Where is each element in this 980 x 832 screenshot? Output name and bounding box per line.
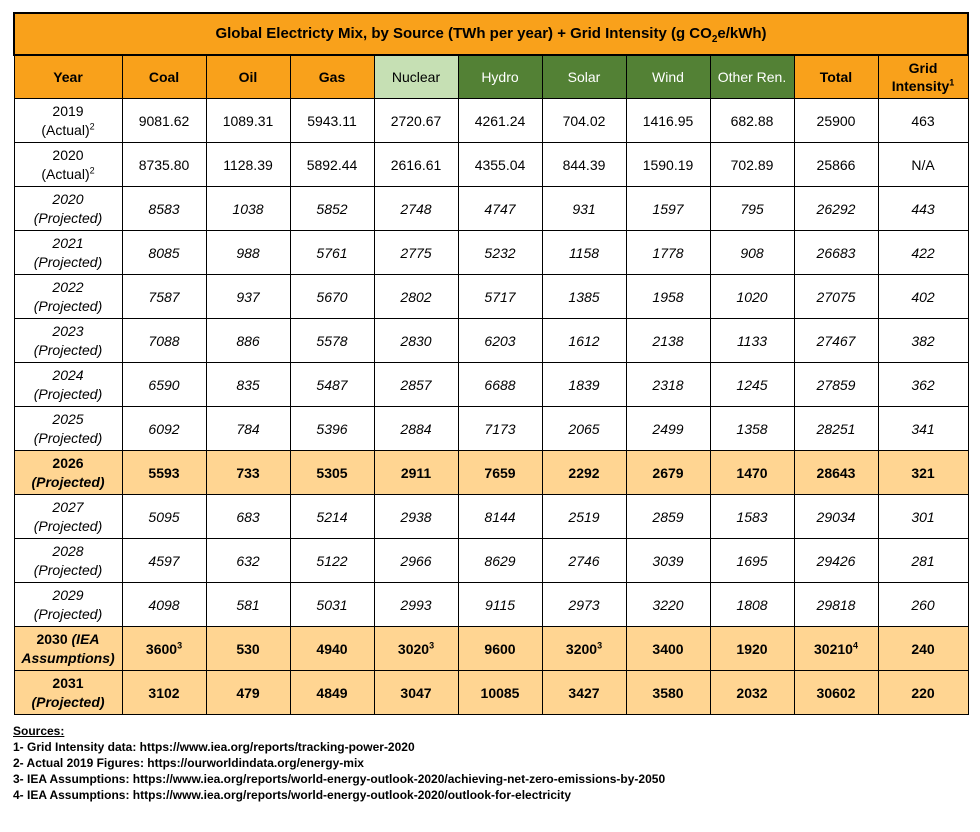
- year-value: 2019: [52, 102, 84, 119]
- cell-total: 28251: [794, 407, 878, 451]
- cell-total: 25866: [794, 143, 878, 187]
- source-item: 3- IEA Assumptions: https://www.iea.org/reports/world-energy-outlook-2020/achieving-net-zero-emissions-by-2050: [13, 772, 666, 786]
- col-header-coal: Coal: [122, 55, 206, 99]
- cell-gas: 5487: [290, 363, 374, 407]
- cell-nuclear: 2911: [374, 451, 458, 495]
- year-value: 2021: [52, 234, 84, 251]
- cell-grid-intensity: 463: [878, 99, 968, 143]
- cell-other-ren: 1020: [710, 275, 794, 319]
- cell-coal: 6590: [122, 363, 206, 407]
- cell-coal: 8583: [122, 187, 206, 231]
- year-label: (Projected): [33, 561, 103, 578]
- cell-coal: 7587: [122, 275, 206, 319]
- cell-oil: 733: [206, 451, 290, 495]
- cell-coal: 3102: [122, 671, 206, 715]
- cell-oil: 530: [206, 627, 290, 671]
- cell-coal: 4597: [122, 539, 206, 583]
- cell-wind: 3580: [626, 671, 710, 715]
- cell-wind: 2859: [626, 495, 710, 539]
- cell-solar: 3200$^3$: [542, 627, 626, 671]
- cell-total: 30602: [794, 671, 878, 715]
- cell-hydro: 7173: [458, 407, 542, 451]
- cell-grid-intensity: 240: [878, 627, 968, 671]
- cell-gas: 5122: [290, 539, 374, 583]
- table-row: [14, 627, 968, 671]
- col-header-nuclear: Nuclear: [374, 55, 458, 99]
- cell-total: 27467: [794, 319, 878, 363]
- cell-gas: 5892.44: [290, 143, 374, 187]
- cell-grid-intensity: 301: [878, 495, 968, 539]
- cell-nuclear: 2993: [374, 583, 458, 627]
- cell-solar: 844.39: [542, 143, 626, 187]
- cell-hydro: 9600: [458, 627, 542, 671]
- year-value: 2031: [52, 674, 84, 691]
- cell-gas: 5943.11: [290, 99, 374, 143]
- cell-gas: 4940: [290, 627, 374, 671]
- cell-coal: 9081.62: [122, 99, 206, 143]
- cell-oil: 479: [206, 671, 290, 715]
- cell-total: 30210$^4$: [794, 627, 878, 671]
- source-item: 1- Grid Intensity data: https://www.iea.org/reports/tracking-power-2020: [13, 740, 415, 754]
- cell-wind: 2679: [626, 451, 710, 495]
- cell-gas: 5396: [290, 407, 374, 451]
- year-label: (Projected): [33, 517, 103, 534]
- cell-solar: 2519: [542, 495, 626, 539]
- cell-total: 27075: [794, 275, 878, 319]
- year-value: 2027: [52, 498, 84, 515]
- cell-coal: 4098: [122, 583, 206, 627]
- cell-solar: 2746: [542, 539, 626, 583]
- cell-hydro: 4355.04: [458, 143, 542, 187]
- cell-solar: 2292: [542, 451, 626, 495]
- table-row: [14, 495, 968, 539]
- cell-nuclear: 2775: [374, 231, 458, 275]
- table-body: [14, 99, 968, 715]
- cell-oil: 632: [206, 539, 290, 583]
- cell-other-ren: 1695: [710, 539, 794, 583]
- table-row: [14, 583, 968, 627]
- cell-nuclear: 2720.67: [374, 99, 458, 143]
- table-row: [14, 319, 968, 363]
- cell-coal: 6092: [122, 407, 206, 451]
- year-cell: [14, 319, 122, 363]
- cell-other-ren: 1583: [710, 495, 794, 539]
- col-header-year: Year: [14, 55, 122, 99]
- col-header-grid-intensity: Grid Intensity$^1$: [878, 55, 968, 99]
- cell-total: 28643: [794, 451, 878, 495]
- cell-total: 27859: [794, 363, 878, 407]
- year-cell: [14, 451, 122, 495]
- year-label: (Projected): [33, 385, 103, 402]
- table-row: [14, 539, 968, 583]
- table-row: [14, 187, 968, 231]
- cell-coal: 7088: [122, 319, 206, 363]
- year-cell: [14, 495, 122, 539]
- cell-other-ren: 795: [710, 187, 794, 231]
- cell-coal: 5095: [122, 495, 206, 539]
- cell-gas: 5578: [290, 319, 374, 363]
- cell-wind: 1416.95: [626, 99, 710, 143]
- year-cell: [14, 231, 122, 275]
- cell-solar: 1158: [542, 231, 626, 275]
- year-cell: [14, 407, 122, 451]
- cell-hydro: 10085: [458, 671, 542, 715]
- cell-wind: 1958: [626, 275, 710, 319]
- col-header-other-ren: Other Ren.: [710, 55, 794, 99]
- cell-gas: 5031: [290, 583, 374, 627]
- year-cell: [14, 363, 122, 407]
- cell-other-ren: 1245: [710, 363, 794, 407]
- year-label: (Projected): [33, 297, 103, 314]
- cell-oil: 886: [206, 319, 290, 363]
- cell-grid-intensity: 321: [878, 451, 968, 495]
- year-value: 2026: [52, 454, 84, 471]
- cell-solar: 1612: [542, 319, 626, 363]
- cell-total: 29426: [794, 539, 878, 583]
- year-label: (Projected): [33, 605, 103, 622]
- cell-wind: 1597: [626, 187, 710, 231]
- cell-grid-intensity: 443: [878, 187, 968, 231]
- cell-hydro: 4261.24: [458, 99, 542, 143]
- year-value: 2025: [52, 410, 84, 427]
- cell-gas: 4849: [290, 671, 374, 715]
- year-value: 2023: [52, 322, 84, 339]
- year-value: 2020: [52, 190, 84, 207]
- cell-oil: 683: [206, 495, 290, 539]
- cell-oil: 1038: [206, 187, 290, 231]
- cell-oil: 937: [206, 275, 290, 319]
- cell-hydro: 8629: [458, 539, 542, 583]
- cell-solar: 2065: [542, 407, 626, 451]
- cell-wind: 2138: [626, 319, 710, 363]
- source-item: 4- IEA Assumptions: https://www.iea.org/reports/world-energy-outlook-2020/outlook-for-electricity: [13, 788, 572, 802]
- cell-nuclear: 2616.61: [374, 143, 458, 187]
- col-header-oil: Oil: [206, 55, 290, 99]
- cell-total: 26292: [794, 187, 878, 231]
- col-header-gas: Gas: [290, 55, 374, 99]
- cell-hydro: 6688: [458, 363, 542, 407]
- year-cell: [14, 539, 122, 583]
- cell-grid-intensity: 422: [878, 231, 968, 275]
- cell-total: 29818: [794, 583, 878, 627]
- year-value: 2020: [52, 146, 84, 163]
- electricity-mix-table: [13, 12, 969, 715]
- cell-hydro: 8144: [458, 495, 542, 539]
- cell-total: 25900: [794, 99, 878, 143]
- cell-nuclear: 2748: [374, 187, 458, 231]
- cell-grid-intensity: 362: [878, 363, 968, 407]
- cell-other-ren: 1470: [710, 451, 794, 495]
- cell-other-ren: 908: [710, 231, 794, 275]
- cell-other-ren: 1808: [710, 583, 794, 627]
- cell-wind: 3039: [626, 539, 710, 583]
- cell-oil: 784: [206, 407, 290, 451]
- cell-nuclear: 2857: [374, 363, 458, 407]
- cell-coal: 5593: [122, 451, 206, 495]
- year-cell: [14, 275, 122, 319]
- table-row: [14, 99, 968, 143]
- year-cell: [14, 99, 122, 143]
- cell-other-ren: 2032: [710, 671, 794, 715]
- year-value: 2024: [52, 366, 84, 383]
- year-cell: [14, 671, 122, 715]
- cell-solar: 3427: [542, 671, 626, 715]
- cell-nuclear: 2802: [374, 275, 458, 319]
- cell-grid-intensity: 281: [878, 539, 968, 583]
- table-row: [14, 363, 968, 407]
- cell-nuclear: 2966: [374, 539, 458, 583]
- cell-other-ren: 1920: [710, 627, 794, 671]
- cell-oil: 581: [206, 583, 290, 627]
- year-label: (Projected): [33, 253, 103, 270]
- cell-gas: 5305: [290, 451, 374, 495]
- cell-hydro: 7659: [458, 451, 542, 495]
- cell-gas: 5761: [290, 231, 374, 275]
- source-item: 2- Actual 2019 Figures: https://ourworldindata.org/energy-mix: [13, 756, 364, 770]
- year-cell: [14, 143, 122, 187]
- cell-solar: 2973: [542, 583, 626, 627]
- col-header-wind: Wind: [626, 55, 710, 99]
- cell-wind: 1778: [626, 231, 710, 275]
- cell-gas: 5214: [290, 495, 374, 539]
- table-row: [14, 451, 968, 495]
- cell-grid-intensity: 341: [878, 407, 968, 451]
- col-header-solar: Solar: [542, 55, 626, 99]
- year-label: (Projected): [33, 209, 103, 226]
- cell-grid-intensity: N/A: [878, 143, 968, 187]
- cell-wind: 2499: [626, 407, 710, 451]
- table-row: [14, 143, 968, 187]
- cell-grid-intensity: 220: [878, 671, 968, 715]
- grid-intensity-label: Grid Intensity: [891, 60, 950, 94]
- cell-total: 26683: [794, 231, 878, 275]
- year-label: (Actual)$^2$: [41, 164, 95, 182]
- table-row: [14, 671, 968, 715]
- cell-solar: 704.02: [542, 99, 626, 143]
- cell-wind: 3400: [626, 627, 710, 671]
- cell-nuclear: 2884: [374, 407, 458, 451]
- col-header-total: Total: [794, 55, 878, 99]
- year-value: 2030 (IEA: [36, 630, 100, 647]
- cell-grid-intensity: 260: [878, 583, 968, 627]
- cell-solar: 931: [542, 187, 626, 231]
- year-label: (Projected): [31, 693, 105, 710]
- year-value: 2029: [52, 586, 84, 603]
- cell-oil: 1089.31: [206, 99, 290, 143]
- cell-hydro: 6203: [458, 319, 542, 363]
- cell-coal: 8735.80: [122, 143, 206, 187]
- cell-oil: 835: [206, 363, 290, 407]
- cell-other-ren: 1358: [710, 407, 794, 451]
- year-label: (Actual)$^2$: [41, 120, 95, 138]
- year-cell: [14, 187, 122, 231]
- year-value: 2022: [52, 278, 84, 295]
- sources-heading: Sources:: [13, 724, 65, 738]
- cell-other-ren: 682.88: [710, 99, 794, 143]
- cell-nuclear: 2938: [374, 495, 458, 539]
- table-title: Global Electricty Mix, by Source (TWh per year) + Grid Intensity (g $CO_2e/kWh$): [14, 13, 968, 55]
- year-cell: [14, 627, 122, 671]
- col-header-hydro: Hydro: [458, 55, 542, 99]
- year-value: 2028: [52, 542, 84, 559]
- table-container: [13, 12, 967, 803]
- cell-nuclear: 3020$^3$: [374, 627, 458, 671]
- cell-wind: 2318: [626, 363, 710, 407]
- cell-gas: 5852: [290, 187, 374, 231]
- cell-other-ren: 1133: [710, 319, 794, 363]
- cell-grid-intensity: 402: [878, 275, 968, 319]
- cell-hydro: 9115: [458, 583, 542, 627]
- table-row: [14, 407, 968, 451]
- table-row: [14, 275, 968, 319]
- cell-solar: 1839: [542, 363, 626, 407]
- year-label: (Projected): [33, 341, 103, 358]
- year-label: (Projected): [31, 473, 105, 490]
- header-row: [14, 55, 968, 99]
- cell-wind: 3220: [626, 583, 710, 627]
- sources-section: [13, 723, 967, 803]
- cell-total: 29034: [794, 495, 878, 539]
- cell-coal: 8085: [122, 231, 206, 275]
- cell-oil: 988: [206, 231, 290, 275]
- year-cell: [14, 583, 122, 627]
- year-label: (Projected): [33, 429, 103, 446]
- cell-solar: 1385: [542, 275, 626, 319]
- table-row: [14, 231, 968, 275]
- cell-nuclear: 3047: [374, 671, 458, 715]
- cell-grid-intensity: 382: [878, 319, 968, 363]
- cell-wind: 1590.19: [626, 143, 710, 187]
- cell-hydro: 5717: [458, 275, 542, 319]
- cell-hydro: 4747: [458, 187, 542, 231]
- cell-nuclear: 2830: [374, 319, 458, 363]
- cell-coal: 3600$^3$: [122, 627, 206, 671]
- cell-gas: 5670: [290, 275, 374, 319]
- cell-oil: 1128.39: [206, 143, 290, 187]
- cell-hydro: 5232: [458, 231, 542, 275]
- cell-other-ren: 702.89: [710, 143, 794, 187]
- year-label: Assumptions): [21, 649, 115, 666]
